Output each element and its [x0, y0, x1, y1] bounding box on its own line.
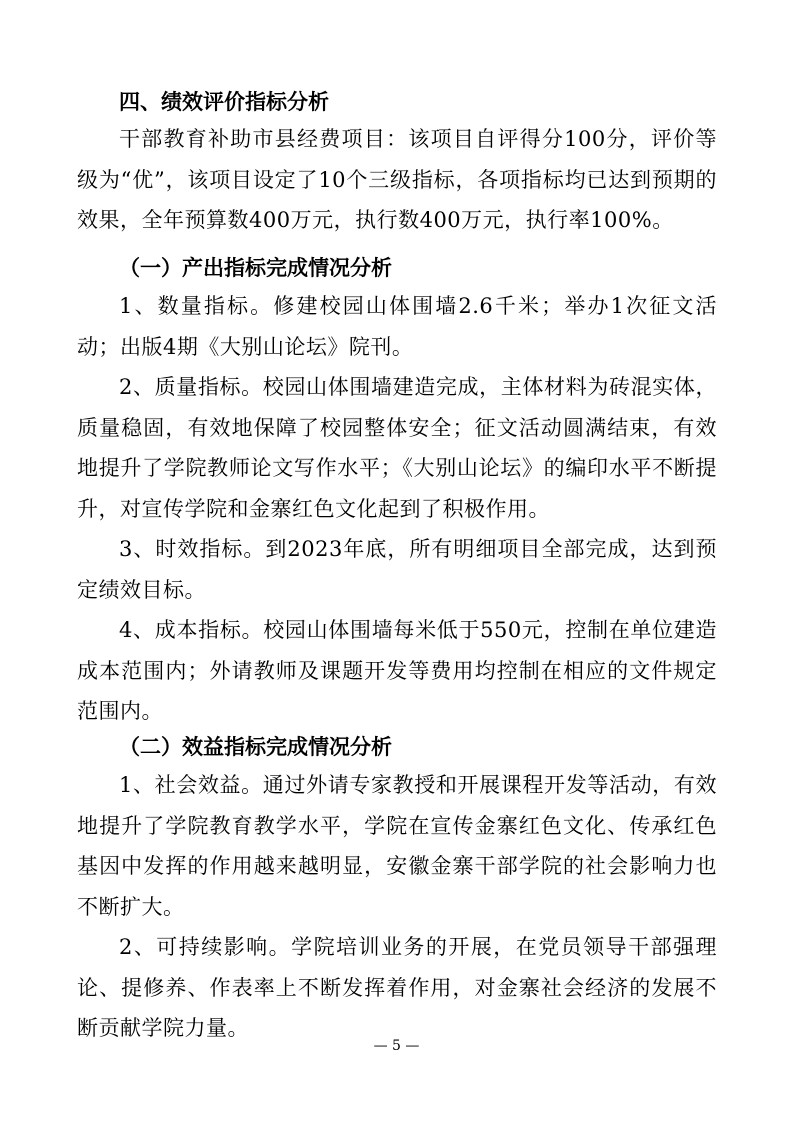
quantity-indicator-paragraph: 1、数量指标。修建校园山体围墙2.6千米；举办1次征文活动；出版4期《大别山论坛》院刊。: [77, 294, 717, 359]
social-benefit-paragraph: 1、社会效益。通过外请专家教授和开展课程开发等活动，有效地提升了学院教育教学水平，学院在宣传金寨红色文化、传承红色基因中发挥的作用越来越明显，安徽金寨干部学院的社会影响力也不断扩大。: [77, 773, 717, 919]
page-number: — 5 —: [373, 1038, 420, 1054]
intro-paragraph: 干部教育补助市县经费项目：该项目自评得分100分，评价等级为“优”，该项目设定了10个三级指标，各项指标均已达到预期的效果，全年预算数400万元，执行数400万元，执行率100%。: [77, 127, 717, 232]
section-heading: 四、绩效评价指标分析: [119, 90, 329, 114]
quality-indicator-paragraph: 2、质量指标。校园山体围墙建造完成，主体材料为砖混实体，质量稳固，有效地保障了校园整体安全；征文活动圆满结束，有效地提升了学院教师论文写作水平；《大别山论坛》的编印水平不断提升，对宣传学院和金寨红色文化起到了积极作用。: [77, 375, 717, 521]
sustainable-impact-paragraph: 2、可持续影响。学院培训业务的开展，在党员领导干部强理论、提修养、作表率上不断发挥着作用，对金寨社会经济的发展不断贡献学院力量。: [77, 935, 717, 1040]
benefit-indicators-heading: （二）效益指标完成情况分析: [119, 735, 392, 759]
cost-indicator-paragraph: 4、成本指标。校园山体围墙每米低于550元，控制在单位建造成本范围内；外请教师及课题开发等费用均控制在相应的文件规定范围内。: [77, 618, 717, 723]
timeliness-indicator-paragraph: 3、时效指标。到2023年底，所有明细项目全部完成，达到预定绩效目标。: [77, 537, 717, 602]
output-indicators-heading: （一）产出指标完成情况分析: [119, 256, 392, 280]
